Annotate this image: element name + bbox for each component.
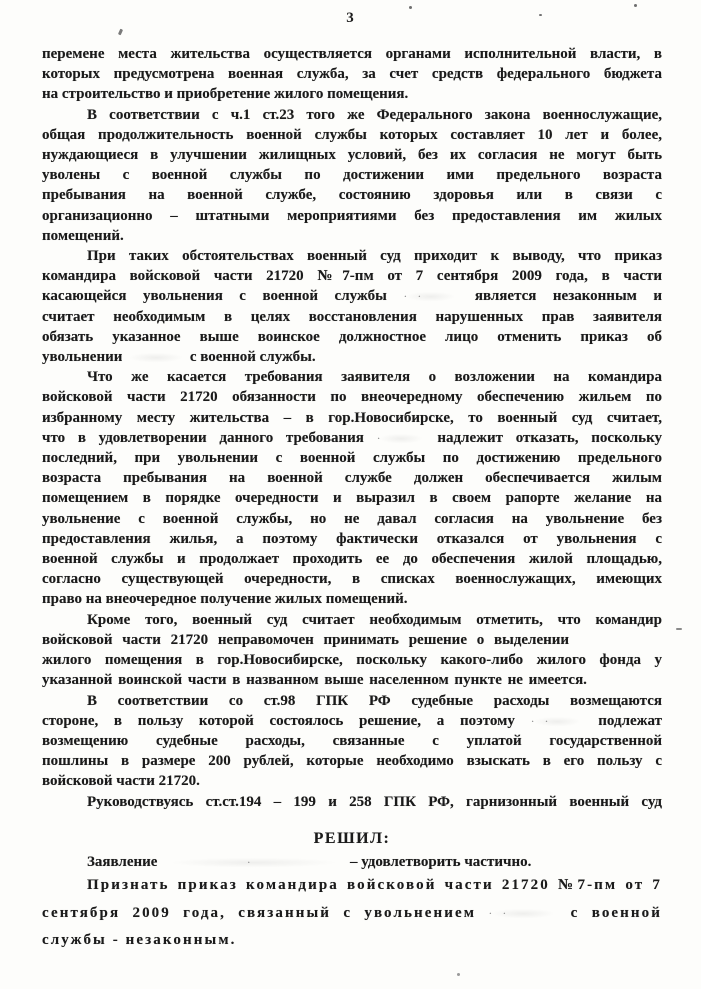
scan-speck [634, 4, 637, 7]
text-line [42, 266, 662, 286]
text-segment: войсковой части 21720. [42, 773, 200, 790]
text-line [42, 428, 662, 448]
text-line [42, 327, 662, 347]
text-segment: увольнении [42, 349, 123, 366]
text-segment: В соответствии со ст.98 ГПК РФ судебные расходы возмещаются [87, 692, 662, 709]
text-segment: пребывания на военной службе, состоянию здоровья или в связи с [42, 187, 662, 204]
redaction-gap: ·· [531, 715, 583, 727]
text-line [42, 630, 662, 650]
redaction-gap: · [161, 856, 346, 868]
text-segment: касающейся увольнения с военной службы [42, 288, 387, 305]
resolution-heading [42, 829, 662, 849]
text-segment: войсковой части 21720 неправомочен принимать решение о выделении [42, 631, 570, 648]
text-line [42, 347, 662, 367]
text-segment: с военной [570, 904, 662, 921]
text-line [42, 387, 662, 407]
text-line [42, 307, 662, 327]
text-line [42, 589, 662, 609]
text-segment: что в удовлетворении данного требования [42, 429, 364, 446]
text-segment: службы - незаконным. [42, 932, 237, 949]
text-line [42, 529, 662, 549]
text-line [42, 691, 662, 711]
text-line [42, 145, 662, 165]
text-segment: Заявление [87, 853, 158, 870]
text-segment: помещением в порядке очередности и выразил в своем рапорте желание на [42, 490, 662, 507]
text-line [42, 927, 662, 955]
document-body [42, 44, 662, 955]
scan-speck [676, 628, 682, 630]
text-line [42, 286, 662, 306]
text-segment: увольнение с военной службы, но не давал согласия на увольнение без [42, 510, 662, 527]
text-line [42, 900, 662, 928]
text-segment: надлежит отказать, поскольку [437, 429, 663, 446]
text-segment: жилого помещения в гор.Новосибирске, поскольку какого-либо жилого фонда у [42, 652, 662, 669]
text-line [42, 610, 662, 630]
scan-speck [409, 6, 412, 9]
text-segment: последний, при увольнении с военной службы по достижению предельного [42, 450, 662, 467]
text-segment: на строительство и приобретение жилого помещения. [42, 86, 409, 103]
text-line [42, 731, 662, 751]
text-line [42, 852, 662, 872]
text-segment: обязать указанное выше воинское должностное лицо отменить приказ об [42, 328, 662, 345]
text-segment: право на внеочередное получение жилых помещений. [42, 591, 408, 608]
text-segment: В соответствии с ч.1 ст.23 того же Федерального закона военнослужащие, [87, 106, 662, 123]
text-segment: возраста пребывания на военной службе должен обеспечивается жилым [42, 470, 662, 487]
text-segment: является незаконным и [474, 288, 663, 305]
text-segment: – удовлетворить частично. [349, 853, 532, 870]
text-segment: сентября 2009 года, связанный с увольнением [42, 904, 477, 921]
text-segment: нуждающиеся в улучшении жилищных условий, без их согласия не могут быть [42, 147, 662, 164]
text-line [42, 711, 662, 731]
text-segment: При таких обстоятельствах военный суд приходит к выводу, что приказ [87, 248, 662, 265]
text-segment: которых предусмотрена военная служба, за счет средств федерального бюджета [42, 66, 662, 83]
text-line [42, 185, 662, 205]
scan-speck [539, 14, 542, 16]
text-segment: пошлины в размере 200 рублей, которые необходимо взыскать в его пользу с [42, 753, 662, 770]
text-segment: Руководствуясь ст.ст.194 – 199 и 258 ГПК РФ, гарнизонный военный суд [87, 793, 662, 810]
text-segment: стороне, в пользу которой состоялось решение, а поэтому [42, 712, 515, 729]
text-line [42, 448, 662, 468]
redaction-gap: · [377, 432, 425, 444]
text-segment: РЕШИЛ: [313, 829, 391, 847]
text-line [42, 246, 662, 266]
text-line [42, 84, 662, 104]
text-line [42, 509, 662, 529]
text-line [42, 792, 662, 812]
page-number: 3 [346, 10, 355, 26]
text-line [42, 468, 662, 488]
scan-speck [118, 29, 123, 36]
redaction-gap: ·· [488, 907, 558, 919]
text-segment: общая продолжительность военной службы которых составляет 10 лет и более, [42, 126, 662, 143]
text-line [42, 165, 662, 185]
text-segment: помещений. [42, 227, 124, 244]
text-segment: перемене места жительства осуществляется органами исполнительной власти, в [42, 46, 662, 62]
text-line [42, 367, 662, 387]
text-line [42, 569, 662, 589]
text-segment: уволены с военной службы по достижении ими предельного возраста [42, 167, 662, 184]
text-line [42, 226, 662, 246]
text-line [42, 872, 662, 900]
text-segment: военной службы и продолжает проходить ее до обеспечения жилой площадью, [42, 551, 662, 568]
scan-speck [457, 973, 460, 976]
text-segment: Признать приказ командира войсковой части 21720 №7-пм от 7 [87, 877, 662, 894]
text-line [42, 650, 662, 670]
text-line [42, 125, 662, 145]
text-segment: командира войсковой части 21720 №7-пм от 7 сентября 2009 года, в части [42, 268, 662, 285]
text-line [42, 64, 662, 84]
text-line [42, 549, 662, 569]
text-segment: указанной воинской части в названном выше населенном пункте не имеется. [42, 672, 587, 689]
text-segment: с военной службы. [189, 349, 316, 366]
text-segment: предоставления жилья, а поэтому фактически отказался от увольнения с [42, 530, 662, 547]
text-segment: считает необходимым в целях восстановления нарушенных прав заявителя [42, 308, 662, 325]
text-segment: подлежат [598, 712, 662, 729]
text-segment: согласно существующей очередности, в списках военнослужащих, имеющих [42, 571, 662, 588]
text-segment: возмещению судебные расходы, связанные с уплатой государственной [42, 732, 662, 749]
text-segment: организационно – штатными мероприятиями без предоставления им жилых [42, 207, 662, 224]
text-line [42, 670, 662, 690]
text-line [42, 206, 662, 226]
text-segment: войсковой части 21720 обязанности по внеочередному обеспечению жильем по [42, 389, 662, 406]
text-line [42, 408, 662, 428]
text-line [42, 105, 662, 125]
redaction-gap [126, 351, 186, 363]
text-line [42, 488, 662, 508]
text-segment: Кроме того, военный суд считает необходимым отметить, что командир [87, 611, 662, 628]
text-segment: избранному месту жительства – в гор.Новосибирске, то военный суд считает, [42, 409, 662, 426]
text-segment: Что же касается требования заявителя о возложении на командира [87, 369, 662, 386]
text-line [42, 44, 662, 64]
text-line [42, 751, 662, 771]
redaction-gap: ·· [403, 290, 458, 302]
text-line [42, 771, 662, 791]
